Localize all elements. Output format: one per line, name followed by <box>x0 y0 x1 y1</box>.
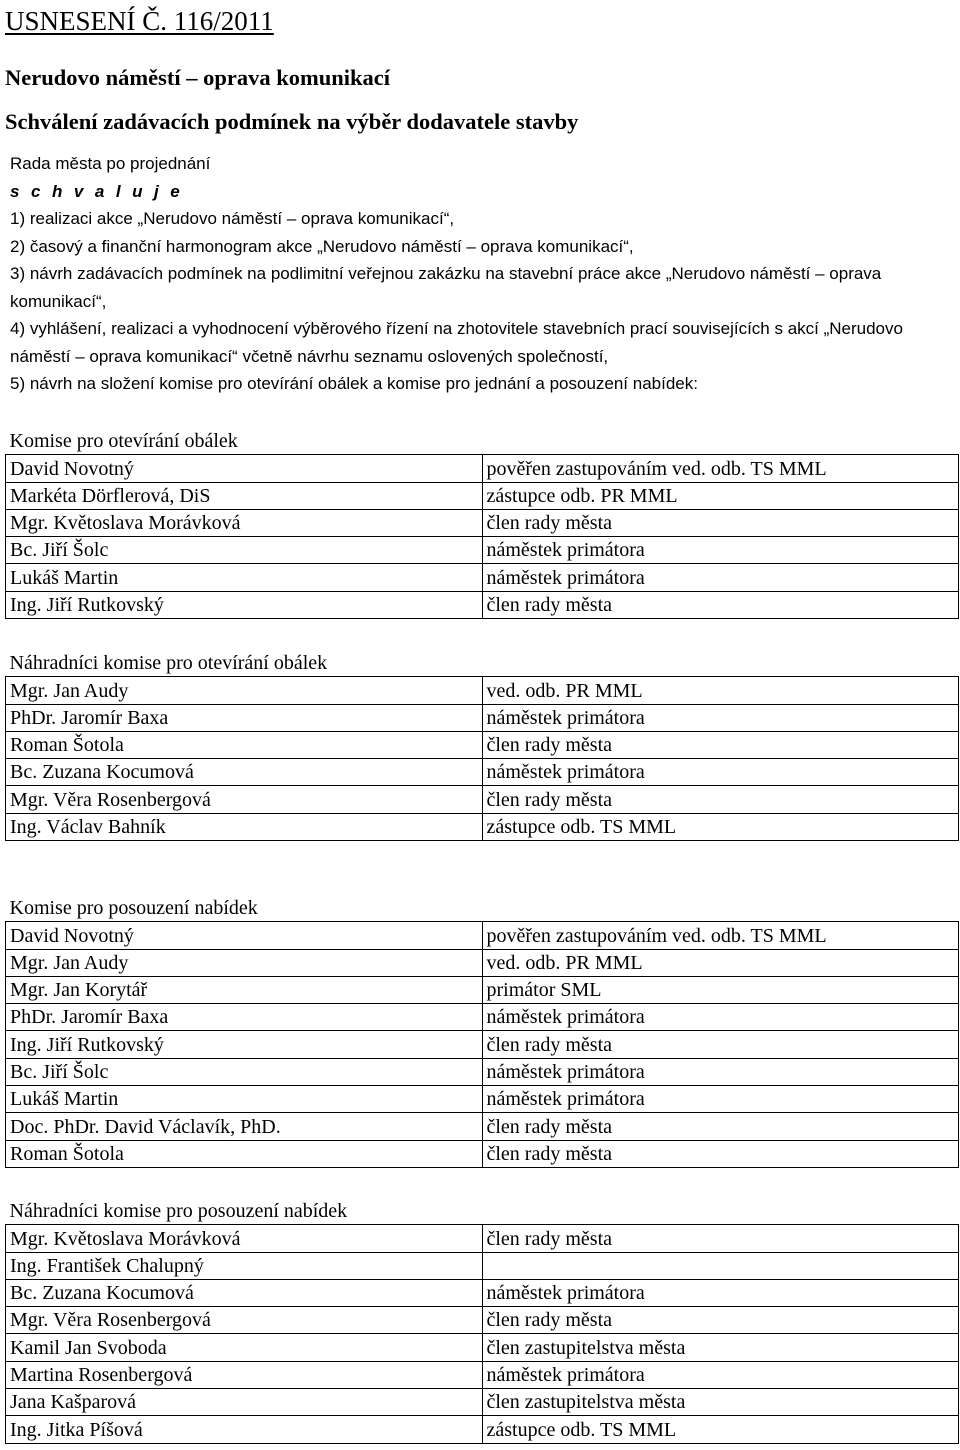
member-row <box>6 1225 959 1252</box>
committee-table-opening-substitutes <box>5 650 959 841</box>
member-role: člen rady města <box>482 509 959 536</box>
member-row <box>6 1279 959 1306</box>
member-name: PhDr. Jaromír Baxa <box>6 1004 483 1031</box>
member-name: Mgr. Květoslava Morávková <box>6 1225 483 1252</box>
member-name: Lukáš Martin <box>6 1086 483 1113</box>
member-row <box>6 759 959 786</box>
document-title: USNESENÍ Č. 116/2011 <box>5 6 274 36</box>
member-role: člen zastupitelstva města <box>482 1389 959 1416</box>
member-name: Bc. Jiří Šolc <box>6 537 483 564</box>
committee-title: Komise pro posouzení nabídek <box>9 897 258 920</box>
member-name: Mgr. Jan Korytář <box>6 976 483 1003</box>
member-row <box>6 1416 959 1443</box>
member-row <box>6 1086 959 1113</box>
member-name: Doc. PhDr. David Václavík, PhD. <box>6 1113 483 1140</box>
member-name: Ing. Václav Bahník <box>6 813 483 840</box>
member-row <box>6 482 959 509</box>
member-row <box>6 591 959 618</box>
member-name: Martina Rosenbergová <box>6 1361 483 1388</box>
member-row <box>6 1361 959 1388</box>
member-name: Bc. Zuzana Kocumová <box>6 1279 483 1306</box>
member-row <box>6 1004 959 1031</box>
member-name: Mgr. Věra Rosenbergová <box>6 786 483 813</box>
committee-title: Náhradníci komise pro otevírání obálek <box>9 652 328 675</box>
member-name: Roman Šotola <box>6 731 483 758</box>
member-row <box>6 1113 959 1140</box>
member-name: PhDr. Jaromír Baxa <box>6 704 483 731</box>
approve-text: s c h v a l u j e <box>10 181 184 201</box>
member-row <box>6 1252 959 1279</box>
member-role: zástupce odb. TS MML <box>482 1416 959 1443</box>
resolution-heading: Schválení zadávacích podmínek na výběr dodavatele stavby <box>5 109 579 134</box>
intro-text: Rada města po projednání <box>10 154 211 173</box>
member-role: ved. odb. PR MML <box>482 677 959 704</box>
member-name: David Novotný <box>6 455 483 482</box>
member-row <box>6 677 959 704</box>
subject-heading: Nerudovo náměstí – oprava komunikací <box>5 65 391 90</box>
member-name: Ing. Jitka Píšová <box>6 1416 483 1443</box>
member-row <box>6 1334 959 1361</box>
member-name: Mgr. Květoslava Morávková <box>6 509 483 536</box>
member-role: člen rady města <box>482 1307 959 1334</box>
member-name: Ing. Jiří Rutkovský <box>6 591 483 618</box>
member-role: člen zastupitelstva města <box>482 1334 959 1361</box>
member-role: pověřen zastupováním ved. odb. TS MML <box>482 455 959 482</box>
member-name: David Novotný <box>6 922 483 949</box>
resolution-item: 3) návrh zadávacích podmínek na podlimitní veřejnou zakázku na stavební práce akce „Nerudovo náměstí – oprava komunikací“, <box>10 264 882 311</box>
resolution-item: 5) návrh na složení komise pro otevírání obálek a komise pro jednání a posouzení nabídek: <box>10 374 698 393</box>
member-name: Roman Šotola <box>6 1140 483 1167</box>
member-role: člen rady města <box>482 1225 959 1252</box>
member-name: Ing. František Chalupný <box>6 1252 483 1279</box>
member-row <box>6 786 959 813</box>
member-role: náměstek primátora <box>482 704 959 731</box>
member-role: náměstek primátora <box>482 1058 959 1085</box>
member-role: zástupce odb. PR MML <box>482 482 959 509</box>
member-name: Bc. Jiří Šolc <box>6 1058 483 1085</box>
member-role: člen rady města <box>482 591 959 618</box>
member-row <box>6 922 959 949</box>
member-role: člen rady města <box>482 786 959 813</box>
member-row <box>6 564 959 591</box>
member-role: člen rady města <box>482 1113 959 1140</box>
member-row <box>6 1140 959 1167</box>
member-row <box>6 1307 959 1334</box>
member-row <box>6 949 959 976</box>
member-role: náměstek primátora <box>482 759 959 786</box>
member-role: člen rady města <box>482 1031 959 1058</box>
member-role: náměstek primátora <box>482 564 959 591</box>
member-role: primátor SML <box>482 976 959 1003</box>
member-role: náměstek primátora <box>482 1279 959 1306</box>
member-row <box>6 455 959 482</box>
member-role: náměstek primátora <box>482 1004 959 1031</box>
member-role: ved. odb. PR MML <box>482 949 959 976</box>
committee-title: Komise pro otevírání obálek <box>9 430 238 453</box>
member-name: Lukáš Martin <box>6 564 483 591</box>
member-name: Mgr. Jan Audy <box>6 949 483 976</box>
member-role: člen rady města <box>482 1140 959 1167</box>
member-name: Jana Kašparová <box>6 1389 483 1416</box>
member-role: pověřen zastupováním ved. odb. TS MML <box>482 922 959 949</box>
committee-title: Náhradníci komise pro posouzení nabídek <box>9 1200 348 1223</box>
member-row <box>6 509 959 536</box>
member-name: Bc. Zuzana Kocumová <box>6 759 483 786</box>
member-row <box>6 704 959 731</box>
resolution-item: 2) časový a finanční harmonogram akce „Nerudovo náměstí – oprava komunikací“, <box>10 236 634 256</box>
committee-table-evaluation-substitutes <box>5 1198 959 1444</box>
member-name: Kamil Jan Svoboda <box>6 1334 483 1361</box>
member-row <box>6 1389 959 1416</box>
member-role: náměstek primátora <box>482 1361 959 1388</box>
member-row <box>6 976 959 1003</box>
member-name: Mgr. Věra Rosenbergová <box>6 1307 483 1334</box>
member-row <box>6 1058 959 1085</box>
member-role: zástupce odb. TS MML <box>482 813 959 840</box>
member-row <box>6 537 959 564</box>
resolution-body <box>10 150 955 398</box>
member-role: náměstek primátora <box>482 1086 959 1113</box>
resolution-item: 1) realizaci akce „Nerudovo náměstí – oprava komunikací“, <box>10 209 455 228</box>
resolution-item: 4) vyhlášení, realizaci a vyhodnocení výběrového řízení na zhotovitele stavebních prací souvisejících s akcí „Nerudovo náměstí – oprava komunikací“ včetně návrhu seznamu oslovených společností, <box>10 319 903 366</box>
member-name: Ing. Jiří Rutkovský <box>6 1031 483 1058</box>
member-row <box>6 813 959 840</box>
member-name: Markéta Dörflerová, DiS <box>6 482 483 509</box>
member-row <box>6 1031 959 1058</box>
resolution-items <box>10 205 955 398</box>
committee-table-opening <box>5 428 959 619</box>
member-role: náměstek primátora <box>482 537 959 564</box>
member-role: člen rady města <box>482 731 959 758</box>
committee-table-evaluation <box>5 895 959 1168</box>
member-row <box>6 731 959 758</box>
member-role <box>482 1252 959 1279</box>
member-name: Mgr. Jan Audy <box>6 677 483 704</box>
